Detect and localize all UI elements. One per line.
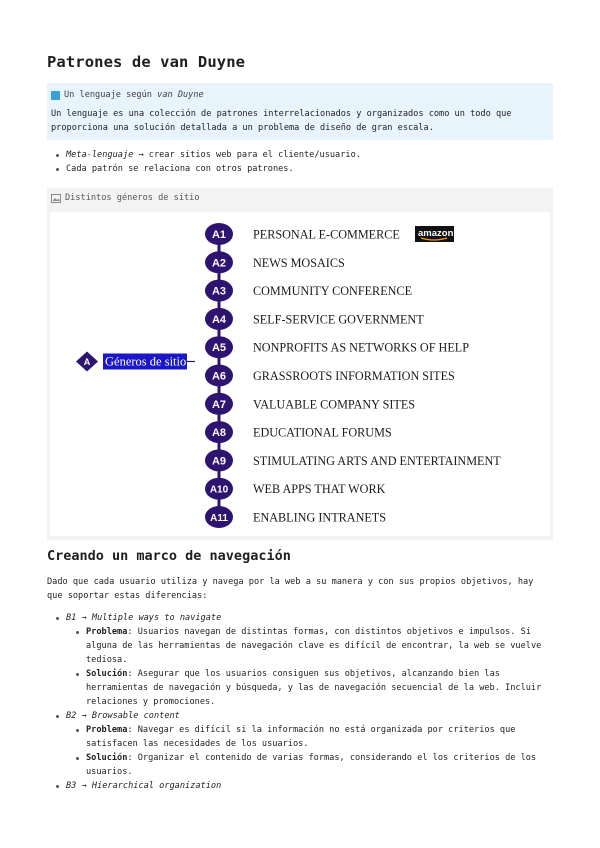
genre-label: SELF-SERVICE GOVERNMENT	[253, 312, 424, 327]
patterns-list	[47, 611, 553, 793]
genre-code: A9	[211, 455, 227, 468]
section-intro: Dado que cada usuario utiliza y navega por la web a su manera y con sus propios objetivos, hay que soportar estas diferencias:	[47, 577, 534, 601]
list-item: B3 → Hierarchical organization	[66, 779, 553, 793]
pattern-name: Browsable content	[91, 711, 180, 721]
pattern-name: Multiple ways to navigate	[91, 613, 222, 623]
genre-code: A5	[211, 342, 227, 355]
pattern-code: B1	[66, 613, 77, 623]
callout-title	[51, 88, 549, 102]
list-item	[86, 723, 553, 751]
list-item	[86, 625, 553, 667]
callout-title-prefix: Un lenguaje según	[64, 90, 158, 100]
pattern-name: Hierarchical organization	[91, 781, 222, 791]
list-item	[86, 667, 553, 709]
sub-label: Problema	[86, 725, 128, 735]
callout-title-italic: van Duyne	[157, 90, 204, 100]
pattern-code: B2	[66, 711, 77, 721]
sub-text: : Organizar el contenido de varias formas, considerando el los criterios de los usuarios.	[86, 753, 537, 777]
genre-code: A11	[210, 513, 228, 524]
genre-code: A10	[209, 484, 229, 496]
pattern-code: B3	[66, 781, 77, 791]
list-item	[86, 751, 553, 779]
sub-label: Solución	[86, 753, 128, 763]
list-item	[66, 162, 361, 176]
notepad-icon	[51, 91, 60, 100]
list-item: B2 → Browsable content Problema: Navegar es difícil si la información no está organizada por criterios que satisfacen las necesidades de los usuarios. Solución: Organizar el contenido de varias formas, considerando el los criterios de los usuarios.	[66, 709, 553, 779]
genre-label: NONPROFITS AS NETWORKS OF HELP	[253, 340, 470, 355]
genre-label: COMMUNITY CONFERENCE	[253, 284, 413, 299]
genre-code: A7	[211, 398, 227, 411]
genre-label: STIMULATING ARTS AND ENTERTAINMENT	[253, 453, 501, 468]
root-badge-label: A	[83, 357, 91, 367]
intro-bullets	[47, 148, 361, 176]
sub-label: Solución	[86, 669, 128, 679]
genre-label: PERSONAL E-COMMERCE	[253, 227, 400, 242]
genre-code: A4	[211, 313, 227, 326]
amazon-logo	[415, 226, 454, 242]
sub-text: : Navegar es difícil si la información no está organizada por criterios que satisfacen las necesidades de los usuarios.	[86, 725, 516, 749]
genre-code: A8	[211, 427, 227, 440]
sub-text: : Usuarios navegan de distintas formas, con distintos objetivos e impulsos. Si alguna de las herramientas de navegación clave es difícil de encontrar, la web se vuelve tediosa.	[86, 627, 542, 665]
bullet-text: Cada patrón se relaciona con otros patrones.	[66, 164, 294, 174]
callout-note	[47, 83, 553, 140]
callout-body: Un lenguaje es una colección de patrones interrelacionados y organizados como un todo que proporciona una solución detallada a un problema de diseño de gran escala.	[51, 109, 512, 133]
figure-canvas	[50, 212, 550, 536]
genre-code: A6	[211, 370, 227, 383]
sub-label: Problema	[86, 627, 128, 637]
amazon-logo-text: amazon	[418, 228, 454, 239]
section-heading: Creando un marco de navegación	[47, 548, 291, 564]
genre-label: VALUABLE COMPANY SITES	[253, 397, 416, 412]
genre-label: NEWS MOSAICS	[253, 255, 345, 270]
genre-label: ENABLING INTRANETS	[253, 510, 387, 525]
bullet-text: → crear sitios web para el cliente/usuario.	[133, 150, 361, 160]
genre-code: A1	[211, 229, 227, 241]
figure	[47, 208, 553, 540]
list-item	[66, 148, 361, 162]
genre-code: A2	[211, 257, 227, 270]
genres-diagram	[50, 212, 550, 536]
genre-label: EDUCATIONAL FORUMS	[253, 425, 392, 440]
bullet-italic: Meta-lenguaje	[66, 150, 134, 160]
genre-nodes	[205, 223, 501, 528]
sub-text: : Asegurar que los usuarios consiguen sus objetivos, alcanzando bien las herramientas de navegación y búsqueda, y las de navegación secuencial de la web. Incluir relaciones y promociones.	[86, 669, 542, 707]
root-label: Géneros de sitio	[105, 354, 187, 369]
page-title: Patrones de van Duyne	[47, 53, 246, 71]
figure-caption-text: Distintos géneros de sitio	[65, 193, 200, 203]
list-item: B1 → Multiple ways to navigate Problema: Usuarios navegan de distintas formas, con distintos objetivos e impulsos. Si alguna de las herramientas de navegación clave es difícil de encontrar, la web se vuelve tediosa. Solución: Asegurar que los usuarios consiguen sus objetivos, alcanzando bien las herramientas de navegación y búsqueda, y las de navegación secuencial de la web. Incluir relaciones y promociones.	[66, 611, 553, 709]
genre-code: A3	[211, 285, 227, 298]
genre-label: WEB APPS THAT WORK	[253, 482, 386, 497]
figure-caption	[47, 188, 553, 208]
genre-label: GRASSROOTS INFORMATION SITES	[253, 369, 455, 383]
image-icon	[51, 194, 61, 203]
